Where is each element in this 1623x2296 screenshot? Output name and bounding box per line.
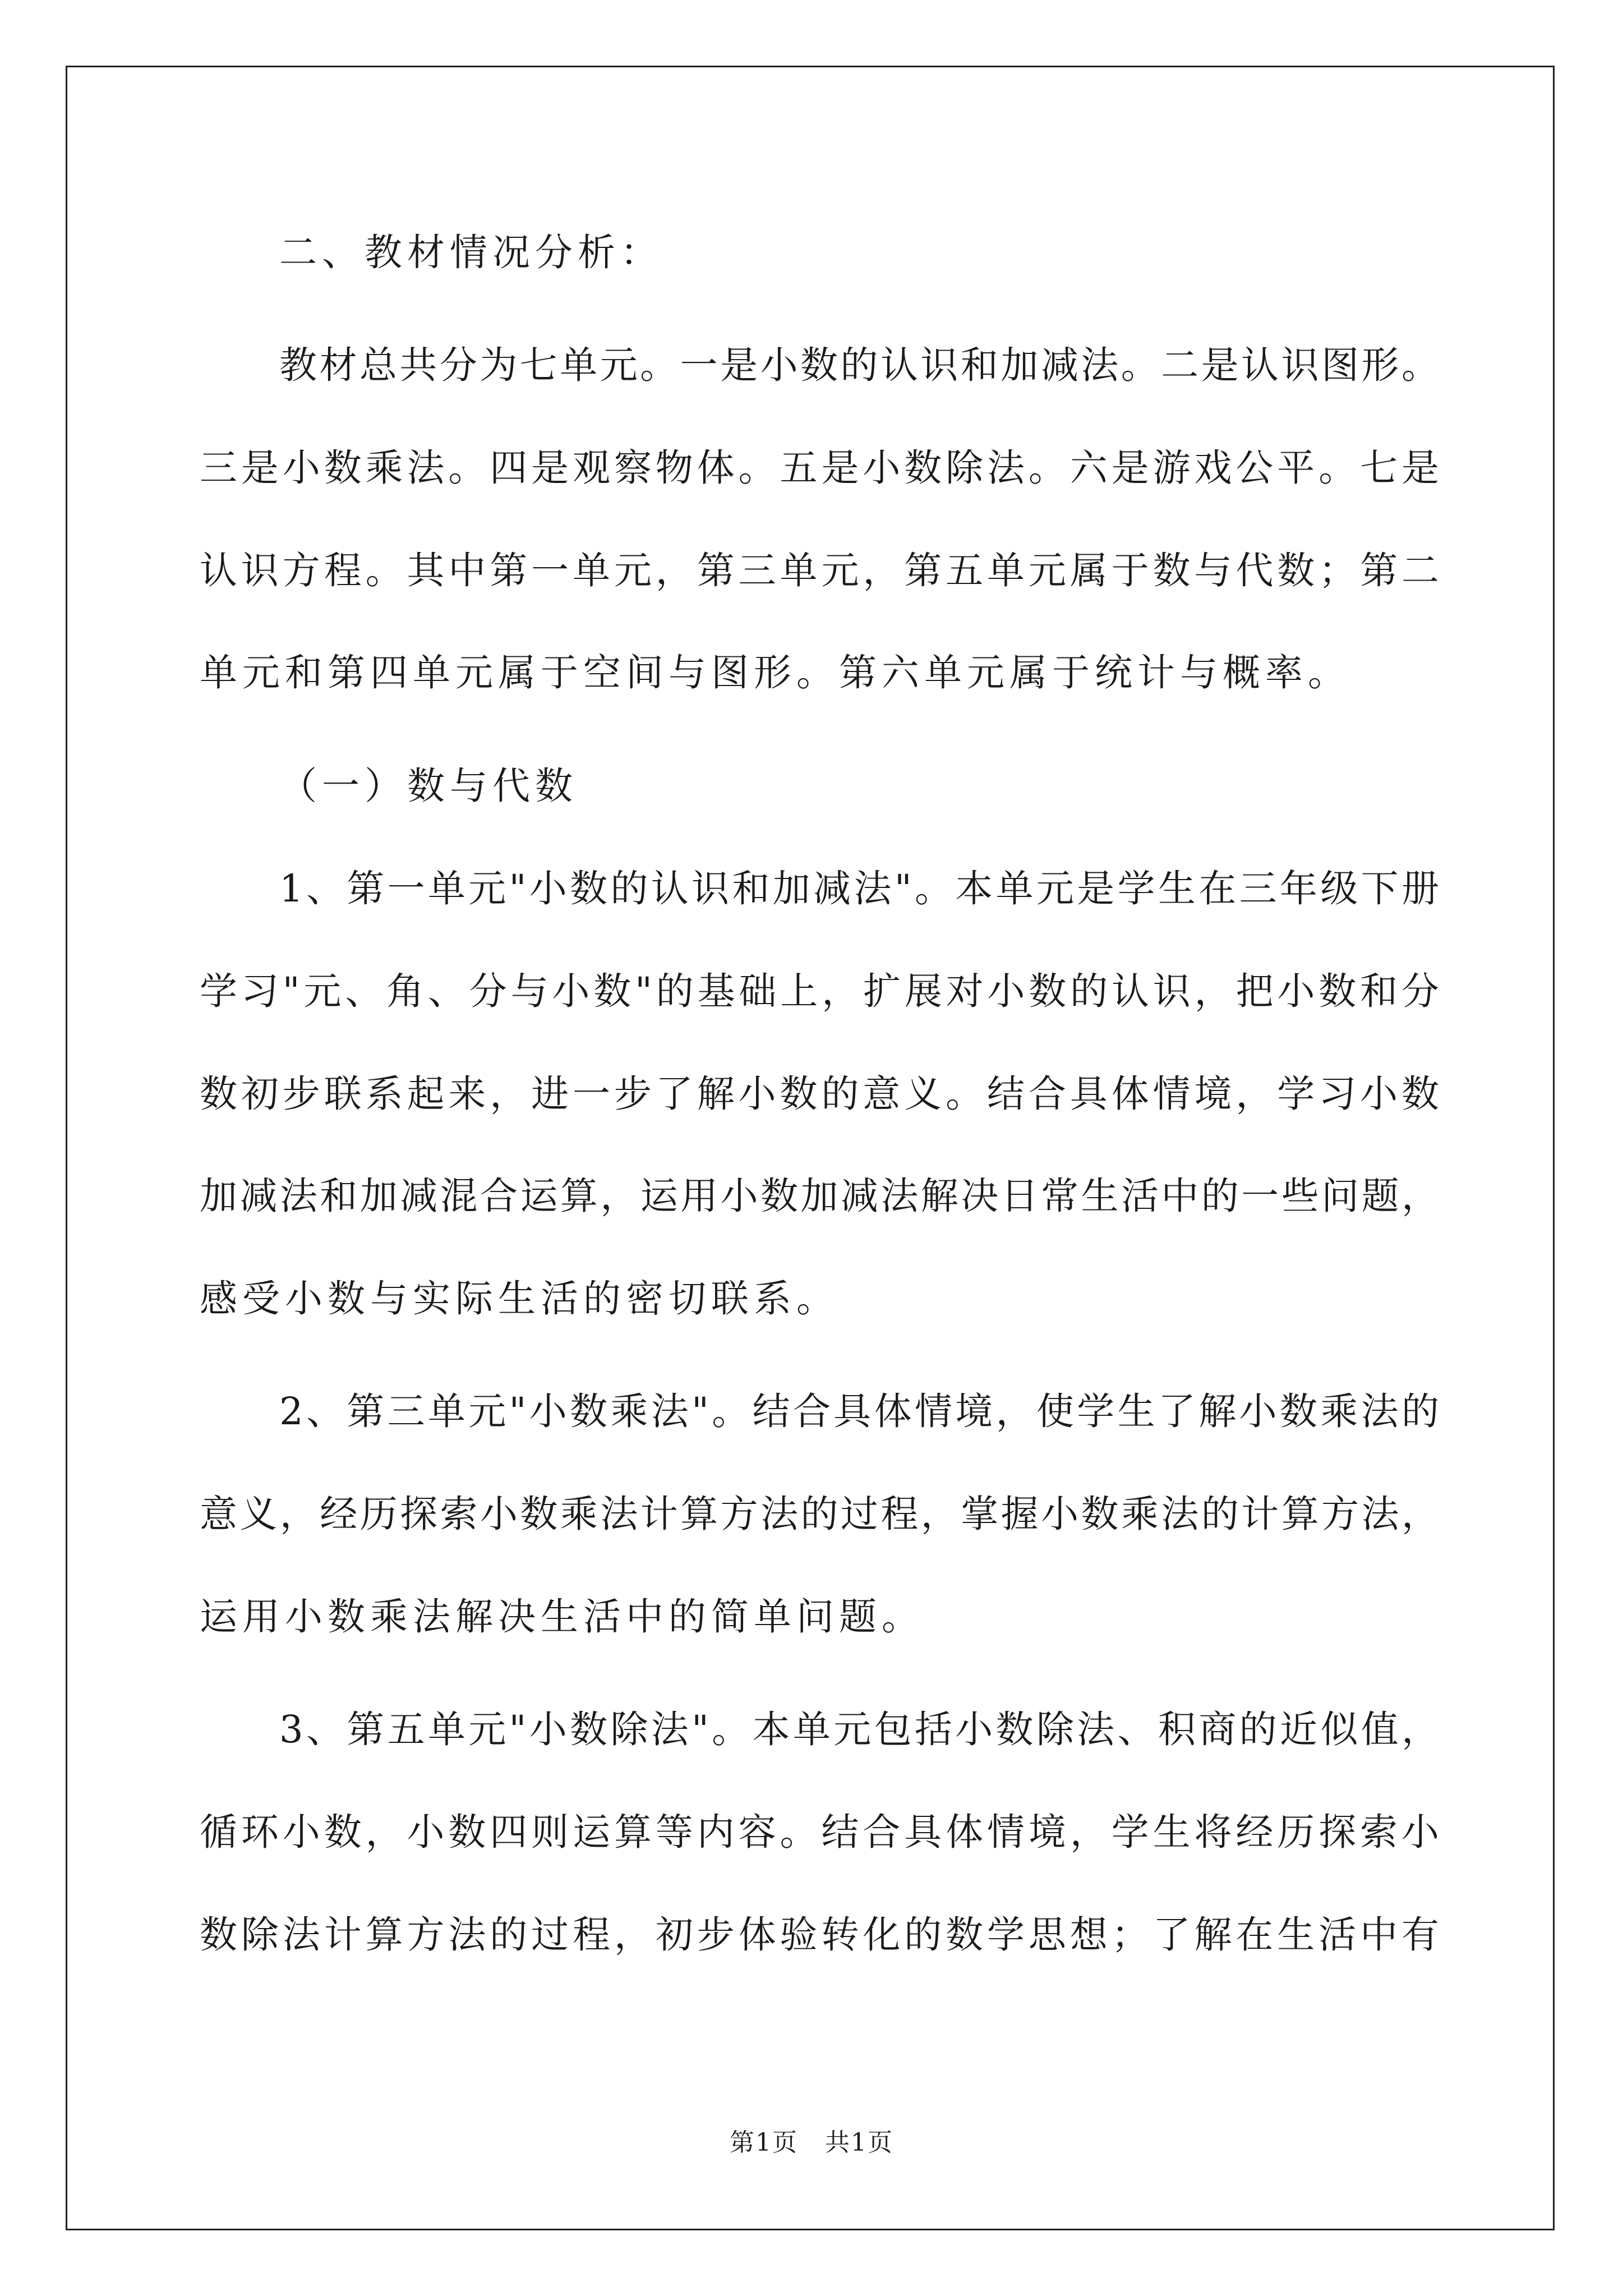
section-heading: 二、教材情况分析： [279, 231, 663, 274]
paragraph-line: 学习"元、角、分与小数"的基础上，扩展对小数的认识，把小数和分 [200, 969, 1439, 1013]
paragraph-line: 1、第一单元"小数的认识和加减法"。本单元是学生在三年级下册 [279, 867, 1439, 910]
page-total: 共1页 [825, 2128, 893, 2157]
paragraph-line: 三是小数乘法。四是观察物体。五是小数除法。六是游戏公平。七是 [200, 446, 1439, 490]
paragraph-line: 意义，经历探索小数乘法计算方法的过程，掌握小数乘法的计算方法， [200, 1492, 1439, 1536]
paragraph-line: 数除法计算方法的过程，初步体验转化的数学思想；了解在生活中有 [200, 1913, 1439, 1957]
paragraph-line: 2、第三单元"小数乘法"。结合具体情境，使学生了解小数乘法的 [279, 1389, 1439, 1433]
paragraph-line: 循环小数，小数四则运算等内容。结合具体情境，学生将经历探索小 [200, 1810, 1439, 1854]
paragraph-line: 认识方程。其中第一单元，第三单元，第五单元属于数与代数；第二 [200, 549, 1439, 592]
paragraph-line: 感受小数与实际生活的密切联系。 [200, 1277, 839, 1320]
page-number: 第1页 [730, 2128, 798, 2157]
subsection-heading: （一）数与代数 [279, 764, 578, 808]
paragraph-line: 教材总共分为七单元。一是小数的认识和加减法。二是认识图形。 [279, 343, 1439, 387]
paragraph-line: 3、第五单元"小数除法"。本单元包括小数除法、积商的近似值， [279, 1708, 1439, 1751]
paragraph-line: 加减法和加减混合运算，运用小数加减法解决日常生活中的一些问题， [200, 1174, 1439, 1218]
page-footer [0, 2126, 1623, 2160]
paragraph-line: 数初步联系起来，进一步了解小数的意义。结合具体情境，学习小数 [200, 1072, 1439, 1116]
paragraph-line: 运用小数乘法解决生活中的简单问题。 [200, 1595, 924, 1639]
paragraph-line: 单元和第四单元属于空间与图形。第六单元属于统计与概率。 [200, 651, 1350, 694]
